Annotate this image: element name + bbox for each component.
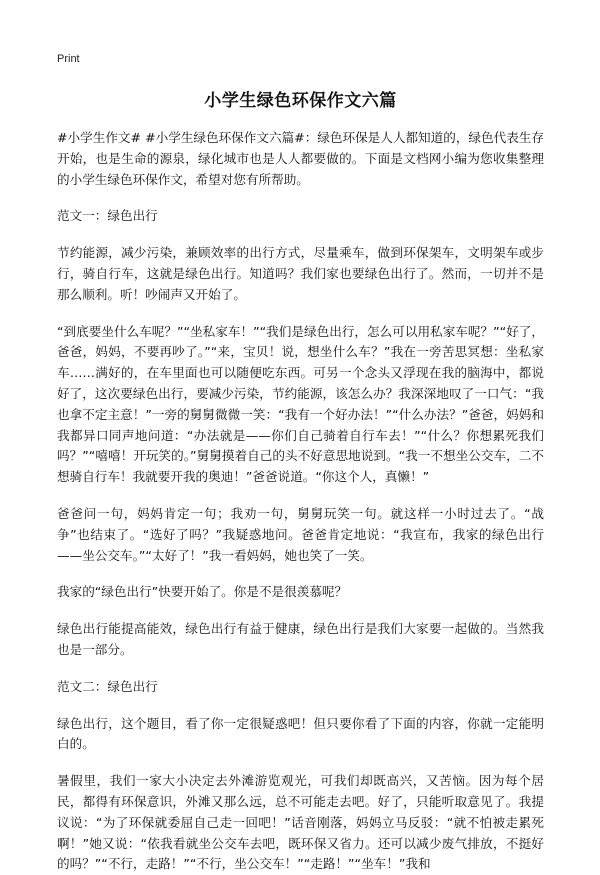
document-title: 小学生绿色环保作文六篇 (204, 91, 397, 111)
section-1-paragraph-5: 绿色出行能提高能效，绿色出行有益于健康，绿色出行是我们大家要一起做的。当然我也是一部分。 (57, 621, 544, 657)
section-2-paragraph-1: 绿色出行，这个题目，看了你一定很疑惑吧！但只要你看了下面的内容，你就一定能明白的。 (57, 715, 544, 752)
section-1-paragraph-3: 爸爸问一句，妈妈肯定一句；我劝一句，舅舅玩笑一句。就这样一小时过去了。“战争”也结束了。“选好了吗？”我疑惑地问。爸爸肯定地说：“我宣布，我家的绿色出行——坐公交车。”“太好了！”我一看妈妈，她也笑了一笑。 (57, 505, 544, 563)
print-label[interactable]: Print (57, 53, 80, 65)
section-2-paragraph-2: 暑假里，我们一家大小决定去外滩游览观光，可我们却既高兴，又苦恼。因为每个居民，都得有环保意识，外滩又那么远，总不可能走去吧。好了，只能听取意见了。我提议说：“为了环保就委屈自己走一回吧！”话音刚落，妈妈立马反驳：“就不怕被走累死啊！”她又说：“依我看就坐公交车去吧，既环保又省力。还可以减少废气排放，不挺好的吗？”“不行，走路！”“不行，坐公交车！”“走路！”“坐车！”我和 (57, 773, 544, 872)
section-2-heading: 范文二：绿色出行 (57, 678, 158, 694)
section-1-paragraph-2: “到底要坐什么车呢？”“坐私家车！”“我们是绿色出行，怎么可以用私家车呢？”“好了，爸爸，妈妈，不要再吵了。”“来，宝贝！说，想坐什么车？”我在一旁苦思冥想：坐私家车……满好的，在车里面也可以随便吃东西。可另一个念头又浮现在我的脑海中，都说好了，这次要绿色出行，要减少污染，节约能源，该怎么办？我深深地叹了一口气：“我也拿不定主意！”一旁的舅舅微微一笑：“我有一个好办法！”“什么办法？”爸爸，妈妈和我都异口同声地问道：“办法就是——你们自己骑着自行车去！”“什么？你想累死我们吗？”“嘻嘻！开玩笑的。”舅舅摸着自己的头不好意思地说到。“我一不想坐公交车，二不想骑自行车！我就要开我的奥迪！”爸爸说道。“你这个人，真懒！” (57, 323, 544, 485)
section-1-paragraph-1: 节约能源，减少污染，兼顾效率的出行方式，尽量乘车，做到环保架车，文明架车或步行，骑自行车，这就是绿色出行。知道吗？我们家也要绿色出行了。然而，一切并不是那么顺利。听！吵闹声又开始了。 (57, 245, 544, 302)
section-1-paragraph-4: 我家的“绿色出行”快要开始了。你是不是很羡慕呢？ (57, 584, 348, 600)
section-1-heading: 范文一：绿色出行 (57, 208, 158, 224)
intro-paragraph: #小学生作文# #小学生绿色环保作文六篇#：绿色环保是人人都知道的，绿色代表生存开始，也是生命的源泉，绿化城市也是人人都要做的。下面是文档网小编为您收集整理的小学生绿色环保作文，希望对您有所帮助。 (57, 130, 544, 187)
